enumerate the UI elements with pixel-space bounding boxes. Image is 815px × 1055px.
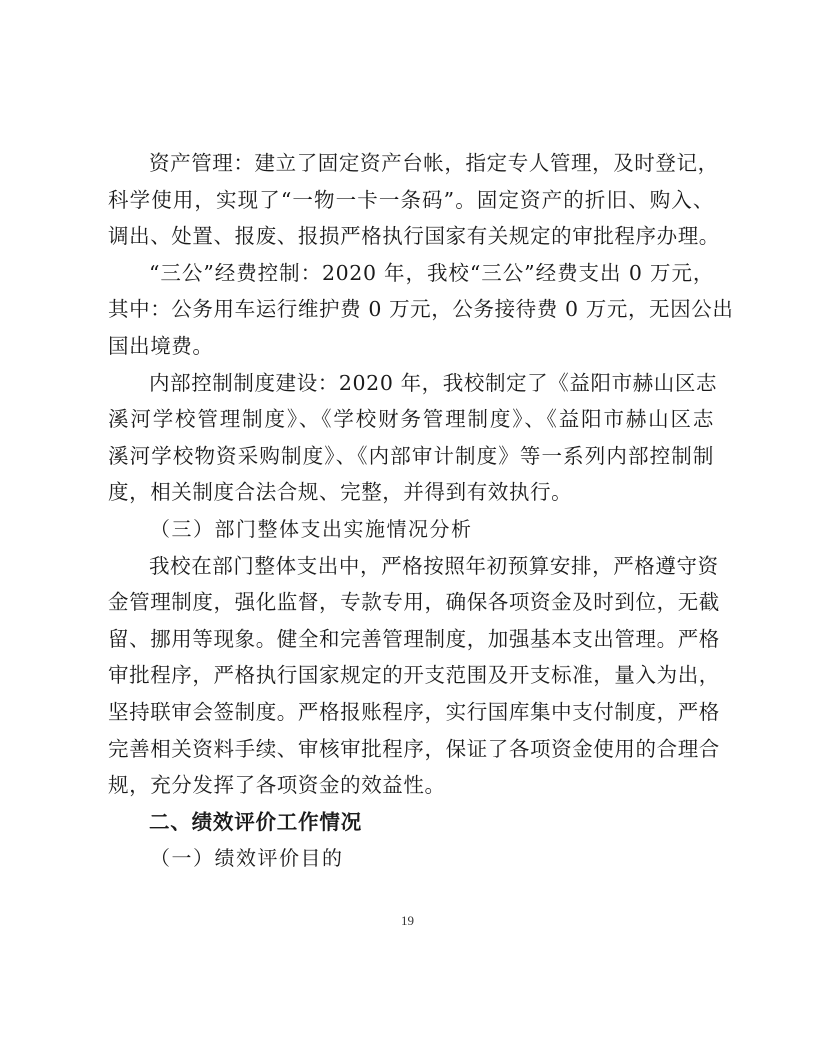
text-line: 金管理制度，强化监督，专款专用，确保各项资金及时到位，无截 [108,590,720,615]
paragraph-three-public-expenses [108,255,734,365]
text-line: 我校在部门整体支出中，严格按照年初预算安排，严格遵守资 [149,553,719,578]
text-line: 溪河学校管理制度》、《学校财务管理制度》、《益阳市赫山区志 [108,407,714,432]
text-line: 调出、处置、报废、报损严格执行国家有关规定的审批程序办理。 [108,224,720,249]
text-line: 科学使用，实现了“一物一卡一条码”。固定资产的折旧、购入、 [108,187,714,212]
text-line: “三公”经费控制：2020 年，我校“三公”经费支出 0 万元， [149,260,714,285]
subheading-evaluation-purpose: （一）绩效评价目的 [150,846,344,871]
text-line: 完善相关资料手续、审核审批程序，保证了各项资金使用的合理合 [108,736,720,761]
text-line: 规，充分发挥了各项资金的效益性。 [108,773,446,798]
text-line: 审批程序，严格执行国家规定的开支范围及开支标准，量入为出， [108,663,720,688]
section-heading-performance-evaluation: 二、绩效评价工作情况 [149,809,362,834]
text-line: 度，相关制度合法合规、完整，并得到有效执行。 [108,480,573,505]
text-line: 留、挪用等现象。健全和完善管理制度，加强基本支出管理。严格 [108,626,720,651]
text-line: 国出境费。 [108,333,214,358]
document-body [108,145,734,877]
text-line: 坚持联审会签制度。严格报账程序，实行国库集中支付制度，严格 [108,699,720,724]
text-line: 内部控制制度建设：2020 年，我校制定了《益阳市赫山区志 [149,370,718,395]
subheading-expenditure-analysis: （三）部门整体支出实施情况分析 [150,516,473,541]
text-line: 溪河学校物资采购制度》、《内部审计制度》等一系列内部控制制 [108,443,714,468]
paragraph-asset-management [108,145,720,255]
paragraph-expenditure-details [108,548,720,804]
paragraph-internal-control [108,365,718,511]
text-line: 其中：公务用车运行维护费 0 万元，公务接待费 0 万元，无因公出 [108,297,734,322]
text-line: 资产管理：建立了固定资产台帐，指定专人管理，及时登记， [149,151,719,175]
page-number: 19 [401,913,414,928]
